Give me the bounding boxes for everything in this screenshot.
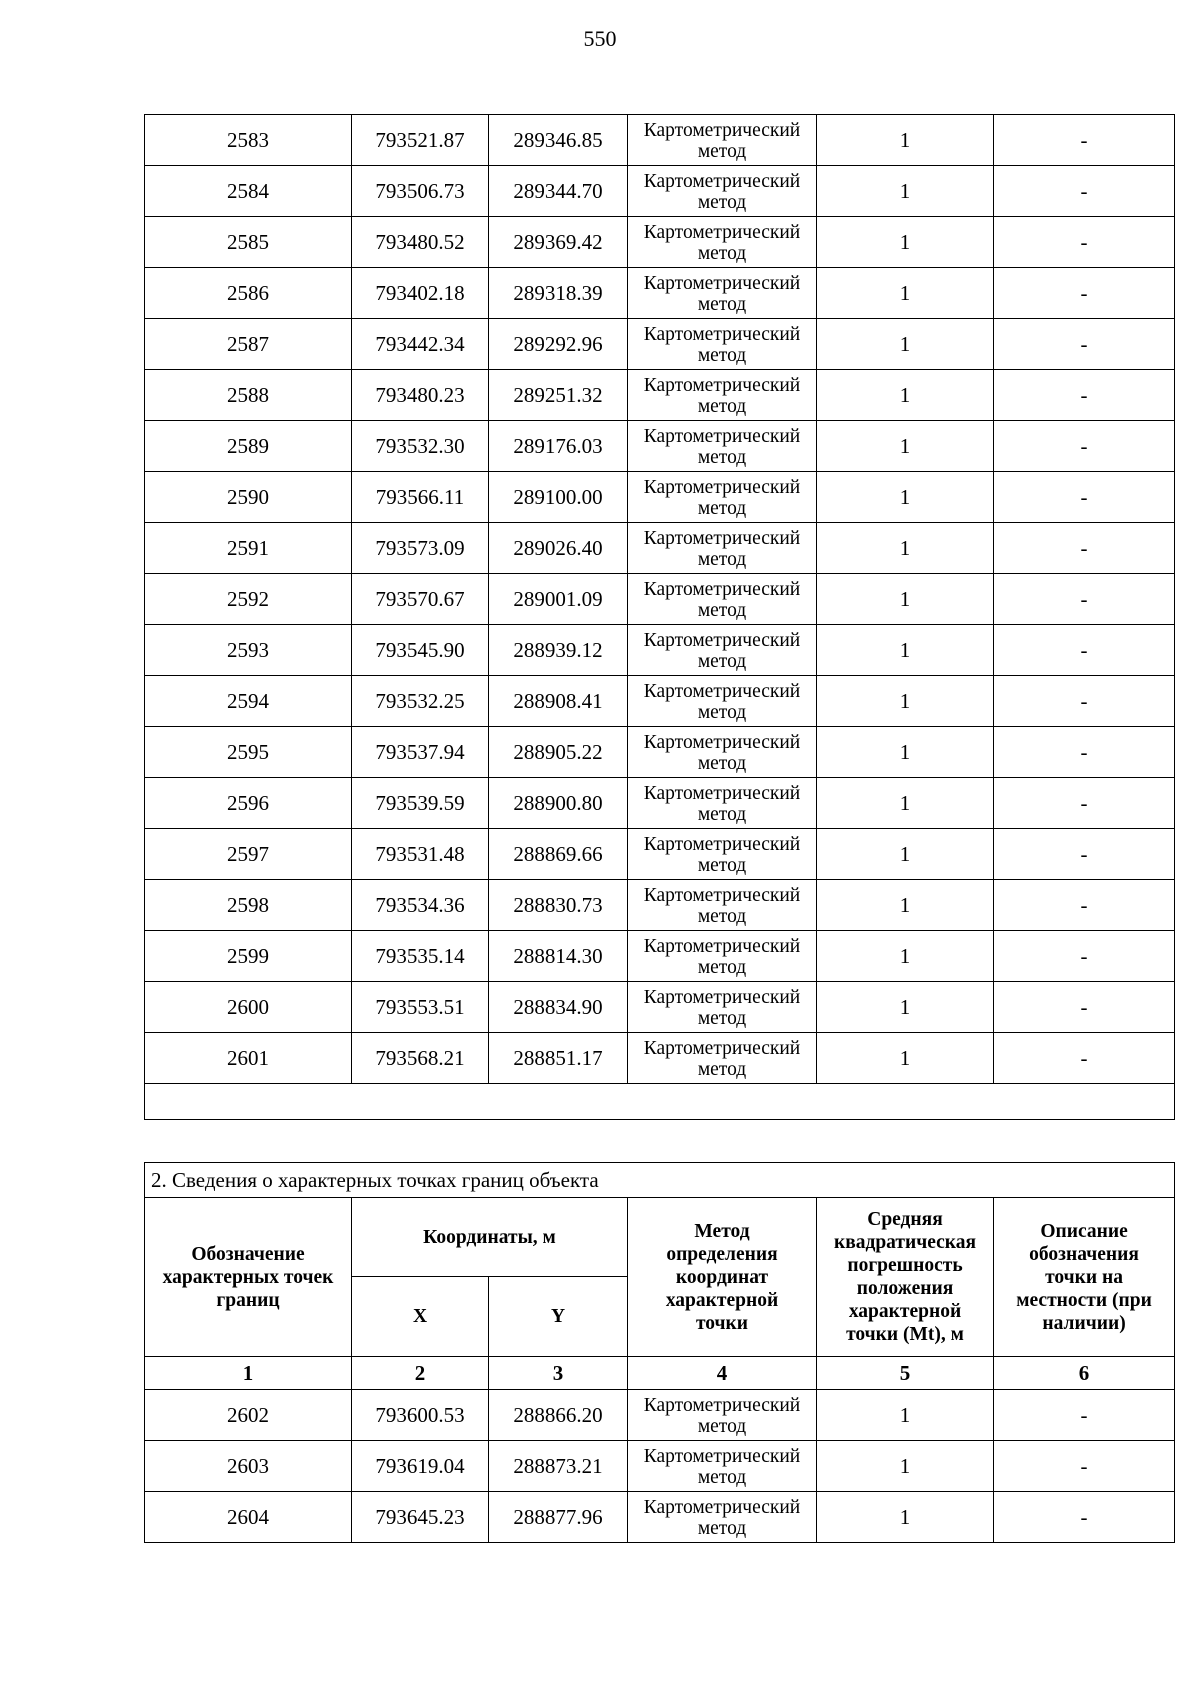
method-line: Картометрический: [643, 425, 801, 447]
x-cell: 793480.52: [352, 217, 489, 268]
section-title: 2. Сведения о характерных точках границ объекта: [145, 1163, 1175, 1198]
header-mt-line: точки (Mt), м: [846, 1324, 964, 1345]
mt-cell: 1: [817, 1390, 994, 1441]
table-row: [145, 982, 1175, 1033]
method-line: Картометрический: [643, 680, 801, 702]
method-line: метод: [697, 1466, 747, 1488]
header-method: [628, 1198, 817, 1357]
point-cell: 2602: [145, 1390, 352, 1441]
table-row: [145, 421, 1175, 472]
description-cell: -: [994, 574, 1175, 625]
description-cell: -: [994, 931, 1175, 982]
mt-cell: 1: [817, 217, 994, 268]
point-cell: 2590: [145, 472, 352, 523]
y-cell: 288814.30: [489, 931, 628, 982]
description-cell: -: [994, 880, 1175, 931]
x-cell: 793553.51: [352, 982, 489, 1033]
header-mt-line: Средняя: [867, 1209, 943, 1230]
table-row: [145, 472, 1175, 523]
page-number: 550: [583, 26, 617, 51]
x-cell: 793568.21: [352, 1033, 489, 1084]
y-cell: 288939.12: [489, 625, 628, 676]
description-cell: -: [994, 268, 1175, 319]
point-cell: 2593: [145, 625, 352, 676]
method-line: Картометрический: [643, 527, 801, 549]
method-line: метод: [697, 1058, 747, 1080]
y-cell: 289318.39: [489, 268, 628, 319]
y-cell: 288830.73: [489, 880, 628, 931]
y-cell: 289369.42: [489, 217, 628, 268]
y-cell: 288908.41: [489, 676, 628, 727]
description-cell: -: [994, 217, 1175, 268]
method-line: Картометрический: [643, 731, 801, 753]
header-coordinates: Координаты, м: [352, 1198, 628, 1277]
method-line: Картометрический: [643, 1445, 801, 1467]
method-line: метод: [697, 446, 747, 468]
table-row: [145, 319, 1175, 370]
mt-cell: 1: [817, 268, 994, 319]
method-line: метод: [697, 599, 747, 621]
x-cell: 793506.73: [352, 166, 489, 217]
y-cell: 288877.96: [489, 1492, 628, 1543]
method-line: Картометрический: [643, 272, 801, 294]
point-cell: 2598: [145, 880, 352, 931]
mt-cell: 1: [817, 421, 994, 472]
table-row: [145, 1033, 1175, 1084]
mt-cell: 1: [817, 625, 994, 676]
y-cell: 288866.20: [489, 1390, 628, 1441]
point-cell: 2588: [145, 370, 352, 421]
x-cell: 793532.25: [352, 676, 489, 727]
x-cell: 793402.18: [352, 268, 489, 319]
method-cell: [628, 1492, 817, 1543]
x-cell: 793535.14: [352, 931, 489, 982]
header-mt-line: положения: [856, 1278, 954, 1299]
method-line: метод: [697, 905, 747, 927]
header-y: Y: [489, 1277, 628, 1357]
header-point-line: характерных точек: [162, 1266, 334, 1288]
point-cell: 2587: [145, 319, 352, 370]
x-cell: 793545.90: [352, 625, 489, 676]
x-cell: 793521.87: [352, 115, 489, 166]
method-line: Картометрический: [643, 629, 801, 651]
method-line: метод: [697, 650, 747, 672]
method-cell: [628, 115, 817, 166]
header-method-line: определения: [666, 1243, 778, 1265]
y-cell: 289001.09: [489, 574, 628, 625]
header-method-line: характерной: [665, 1289, 779, 1311]
point-cell: 2595: [145, 727, 352, 778]
y-cell: 289251.32: [489, 370, 628, 421]
point-cell: 2583: [145, 115, 352, 166]
method-cell: [628, 217, 817, 268]
table-row: [145, 166, 1175, 217]
description-cell: -: [994, 166, 1175, 217]
method-line: Картометрический: [643, 323, 801, 345]
description-cell: -: [994, 421, 1175, 472]
method-cell: [628, 625, 817, 676]
description-cell: -: [994, 523, 1175, 574]
x-cell: 793531.48: [352, 829, 489, 880]
method-line: метод: [697, 701, 747, 723]
point-cell: 2594: [145, 676, 352, 727]
header-desc-line: местности (при: [1016, 1289, 1152, 1311]
method-cell: [628, 370, 817, 421]
column-number: 6: [994, 1357, 1175, 1390]
description-cell: -: [994, 1441, 1175, 1492]
column-number: 5: [817, 1357, 994, 1390]
table-row: [145, 1390, 1175, 1441]
header-method-line: Метод: [694, 1220, 750, 1242]
method-line: Картометрический: [643, 476, 801, 498]
header-method-line: координат: [675, 1266, 769, 1288]
method-line: Картометрический: [643, 221, 801, 243]
mt-cell: 1: [817, 115, 994, 166]
x-cell: 793600.53: [352, 1390, 489, 1441]
header-method-line: точки: [695, 1312, 749, 1334]
method-line: метод: [697, 854, 747, 876]
table-row: [145, 778, 1175, 829]
point-cell: 2601: [145, 1033, 352, 1084]
header-mt-line: погрешность: [847, 1255, 963, 1276]
x-cell: 793442.34: [352, 319, 489, 370]
table-row: [145, 268, 1175, 319]
method-line: метод: [697, 803, 747, 825]
method-cell: [628, 676, 817, 727]
description-cell: -: [994, 319, 1175, 370]
header-description: [994, 1198, 1175, 1357]
y-cell: 288905.22: [489, 727, 628, 778]
method-cell: [628, 523, 817, 574]
description-cell: -: [994, 1492, 1175, 1543]
header-mt-line: характерной: [848, 1301, 962, 1322]
method-cell: [628, 421, 817, 472]
y-cell: 288834.90: [489, 982, 628, 1033]
description-cell: -: [994, 370, 1175, 421]
method-cell: [628, 982, 817, 1033]
x-cell: 793570.67: [352, 574, 489, 625]
method-line: Картометрический: [643, 986, 801, 1008]
mt-cell: 1: [817, 166, 994, 217]
description-cell: -: [994, 115, 1175, 166]
y-cell: 289292.96: [489, 319, 628, 370]
method-line: метод: [697, 395, 747, 417]
y-cell: 289176.03: [489, 421, 628, 472]
point-cell: 2600: [145, 982, 352, 1033]
method-line: метод: [697, 1415, 747, 1437]
table-row: [145, 370, 1175, 421]
method-cell: [628, 778, 817, 829]
method-line: Картометрический: [643, 935, 801, 957]
header-desc-line: точки на: [1045, 1266, 1123, 1288]
method-line: Картометрический: [643, 884, 801, 906]
method-cell: [628, 829, 817, 880]
header-desc-line: обозначения: [1029, 1243, 1139, 1265]
method-line: метод: [697, 1517, 747, 1539]
point-cell: 2592: [145, 574, 352, 625]
x-cell: 793573.09: [352, 523, 489, 574]
method-cell: [628, 574, 817, 625]
table-row: [145, 931, 1175, 982]
method-line: метод: [697, 191, 747, 213]
mt-cell: 1: [817, 574, 994, 625]
method-cell: [628, 1390, 817, 1441]
description-cell: -: [994, 829, 1175, 880]
point-cell: 2604: [145, 1492, 352, 1543]
column-number: 4: [628, 1357, 817, 1390]
point-cell: 2599: [145, 931, 352, 982]
header-mt-line: квадратическая: [833, 1232, 977, 1253]
mt-cell: 1: [817, 1033, 994, 1084]
method-cell: [628, 727, 817, 778]
table-row: [145, 1492, 1175, 1543]
mt-cell: 1: [817, 931, 994, 982]
x-cell: 793532.30: [352, 421, 489, 472]
method-line: метод: [697, 548, 747, 570]
method-cell: [628, 319, 817, 370]
x-cell: 793537.94: [352, 727, 489, 778]
header-point-line: Обозначение: [191, 1243, 305, 1265]
x-cell: 793480.23: [352, 370, 489, 421]
method-line: метод: [697, 956, 747, 978]
method-cell: [628, 880, 817, 931]
table-row: [145, 217, 1175, 268]
x-cell: 793534.36: [352, 880, 489, 931]
point-cell: 2589: [145, 421, 352, 472]
method-line: метод: [697, 293, 747, 315]
table-row: [145, 523, 1175, 574]
method-line: метод: [697, 140, 747, 162]
method-cell: [628, 268, 817, 319]
method-line: метод: [697, 752, 747, 774]
point-cell: 2596: [145, 778, 352, 829]
method-line: Картометрический: [643, 170, 801, 192]
table-row: [145, 880, 1175, 931]
table-row: [145, 829, 1175, 880]
mt-cell: 1: [817, 319, 994, 370]
method-line: метод: [697, 242, 747, 264]
method-line: Картометрический: [643, 578, 801, 600]
y-cell: 288869.66: [489, 829, 628, 880]
point-cell: 2603: [145, 1441, 352, 1492]
method-line: Картометрический: [643, 119, 801, 141]
description-cell: -: [994, 982, 1175, 1033]
point-cell: 2586: [145, 268, 352, 319]
mt-cell: 1: [817, 1492, 994, 1543]
mt-cell: 1: [817, 472, 994, 523]
mt-cell: 1: [817, 676, 994, 727]
description-cell: -: [994, 727, 1175, 778]
header-point: [145, 1198, 352, 1357]
column-number: 2: [352, 1357, 489, 1390]
point-cell: 2585: [145, 217, 352, 268]
x-cell: 793645.23: [352, 1492, 489, 1543]
method-line: Картометрический: [643, 1037, 801, 1059]
method-line: метод: [697, 344, 747, 366]
description-cell: -: [994, 472, 1175, 523]
mt-cell: 1: [817, 523, 994, 574]
header-mean-error: [817, 1198, 994, 1357]
y-cell: 289344.70: [489, 166, 628, 217]
mt-cell: 1: [817, 370, 994, 421]
table-empty-row: [145, 1084, 1175, 1120]
x-cell: 793566.11: [352, 472, 489, 523]
table-row: [145, 1441, 1175, 1492]
header-desc-line: наличии): [1042, 1312, 1126, 1334]
method-line: метод: [697, 497, 747, 519]
x-cell: 793539.59: [352, 778, 489, 829]
description-cell: -: [994, 676, 1175, 727]
table-row: [145, 115, 1175, 166]
point-cell: 2591: [145, 523, 352, 574]
column-number: 3: [489, 1357, 628, 1390]
table-row: [145, 676, 1175, 727]
description-cell: -: [994, 1033, 1175, 1084]
method-line: Картометрический: [643, 1394, 801, 1416]
y-cell: 289100.00: [489, 472, 628, 523]
column-numbers-row: [145, 1357, 1175, 1390]
header-point-line: границ: [216, 1289, 280, 1311]
mt-cell: 1: [817, 829, 994, 880]
header-x: X: [352, 1277, 489, 1357]
method-cell: [628, 166, 817, 217]
description-cell: -: [994, 778, 1175, 829]
mt-cell: 1: [817, 880, 994, 931]
column-number: 1: [145, 1357, 352, 1390]
method-line: Картометрический: [643, 833, 801, 855]
table-row: [145, 625, 1175, 676]
method-cell: [628, 1033, 817, 1084]
y-cell: 289026.40: [489, 523, 628, 574]
mt-cell: 1: [817, 1441, 994, 1492]
boundary-points-table: [144, 1162, 1175, 1543]
header-desc-line: Описание: [1040, 1220, 1128, 1242]
mt-cell: 1: [817, 778, 994, 829]
table-row: [145, 727, 1175, 778]
method-cell: [628, 1441, 817, 1492]
description-cell: -: [994, 1390, 1175, 1441]
mt-cell: 1: [817, 727, 994, 778]
point-cell: 2597: [145, 829, 352, 880]
y-cell: 288900.80: [489, 778, 628, 829]
x-cell: 793619.04: [352, 1441, 489, 1492]
method-line: метод: [697, 1007, 747, 1029]
method-line: Картометрический: [643, 782, 801, 804]
method-line: Картометрический: [643, 1496, 801, 1518]
method-cell: [628, 931, 817, 982]
y-cell: 288873.21: [489, 1441, 628, 1492]
y-cell: 289346.85: [489, 115, 628, 166]
method-line: Картометрический: [643, 374, 801, 396]
method-cell: [628, 472, 817, 523]
coordinates-table-continued: [144, 114, 1175, 1120]
y-cell: 288851.17: [489, 1033, 628, 1084]
mt-cell: 1: [817, 982, 994, 1033]
description-cell: -: [994, 625, 1175, 676]
point-cell: 2584: [145, 166, 352, 217]
table-row: [145, 574, 1175, 625]
